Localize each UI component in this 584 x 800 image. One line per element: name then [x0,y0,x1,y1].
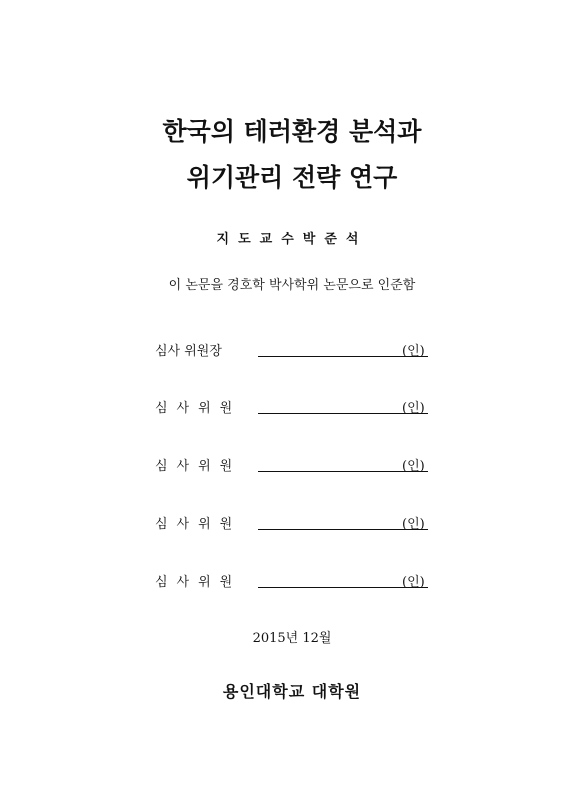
title-line-2: 위기관리 전략 연구 [186,163,398,192]
signature-row-member-4 [0,571,584,595]
signature-role: 심사위원 [155,517,242,532]
signature-role: 심사위원 [155,459,242,474]
signature-seal: (인) [402,459,425,474]
signature-seal: (인) [402,575,425,590]
advisor-name: 지도교수박준석 [216,232,368,247]
signature-role: 심사 위원장 [155,344,222,359]
signature-row-member-3 [0,513,584,537]
signature-seal: (인) [402,401,425,416]
signature-row-member-2 [0,455,584,479]
university-name: 용인대학교 대학원 [222,682,362,701]
signature-row-chair [0,340,584,364]
approval-date: 2015년 12월 [252,631,332,646]
signature-row-member-1 [0,397,584,421]
signature-seal: (인) [402,344,425,359]
signature-role: 심사위원 [155,401,242,416]
signature-role: 심사위원 [155,575,242,590]
approval-statement: 이 논문을 경호학 박사학위 논문으로 인준함 [168,278,416,293]
signature-seal: (인) [402,517,425,532]
title-line-1: 한국의 테러환경 분석과 [162,117,422,146]
